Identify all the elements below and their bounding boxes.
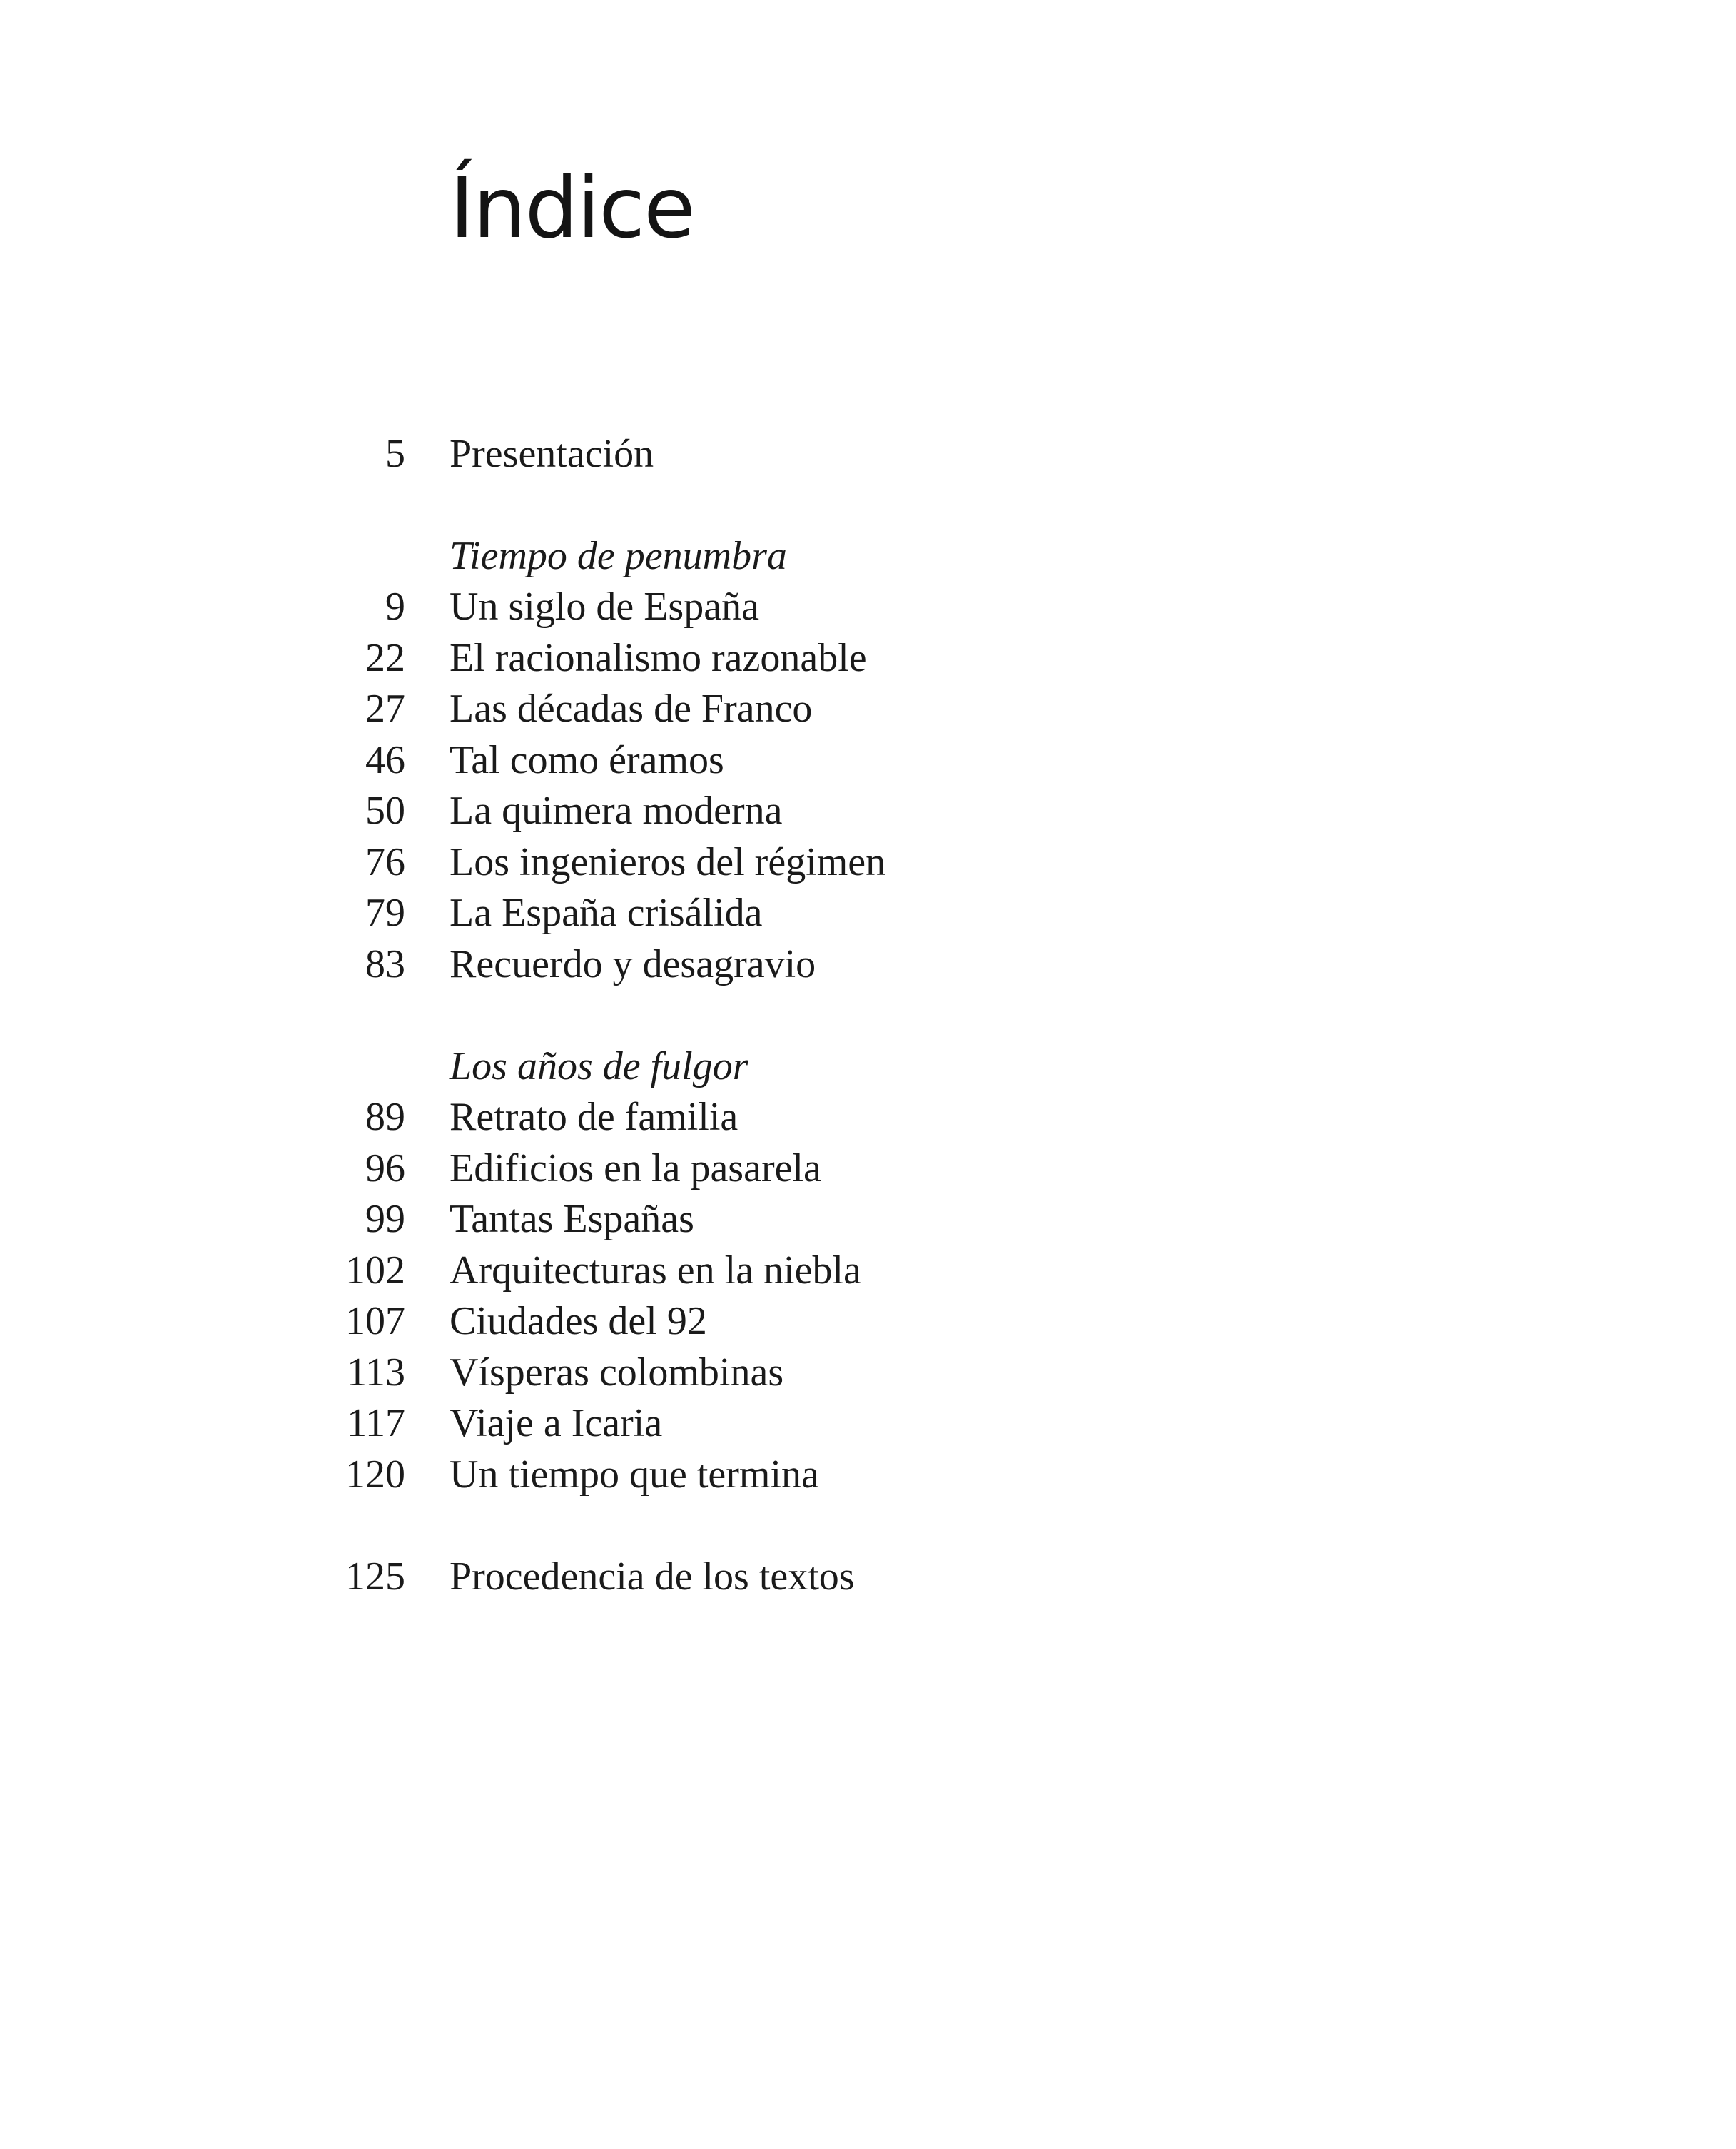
toc-entry-title: Retrato de familia bbox=[450, 1095, 738, 1140]
toc-entry bbox=[0, 1143, 1736, 1194]
page-title: Índice bbox=[450, 158, 694, 257]
toc-page-number: 9 bbox=[385, 585, 405, 629]
table-of-contents bbox=[0, 428, 1736, 1602]
toc-page-number: 50 bbox=[365, 789, 405, 834]
toc-entry bbox=[0, 1092, 1736, 1143]
toc-entry bbox=[0, 1347, 1736, 1398]
toc-entry-title: La quimera moderna bbox=[450, 789, 783, 834]
toc-entry-title: Tal como éramos bbox=[450, 737, 724, 782]
toc-entry bbox=[0, 888, 1736, 939]
toc-entry-title: Los ingenieros del régimen bbox=[450, 839, 886, 884]
toc-page-number: 99 bbox=[365, 1197, 405, 1242]
toc-page-number: 102 bbox=[345, 1248, 405, 1293]
toc-entry-title: Un siglo de España bbox=[450, 585, 759, 629]
toc-entry bbox=[0, 1398, 1736, 1450]
toc-page-number: 107 bbox=[345, 1299, 405, 1344]
toc-page-number: 22 bbox=[365, 635, 405, 680]
toc-entry bbox=[0, 582, 1736, 633]
toc-page-number: 117 bbox=[347, 1401, 405, 1446]
toc-entry bbox=[0, 632, 1736, 684]
toc-entry bbox=[0, 684, 1736, 735]
toc-entry-title: Vísperas colombinas bbox=[450, 1350, 784, 1395]
section-heading-text: Tiempo de penumbra bbox=[450, 533, 787, 578]
toc-page-number: 89 bbox=[365, 1095, 405, 1140]
toc-page-number: 46 bbox=[365, 737, 405, 782]
toc-entry bbox=[0, 1194, 1736, 1245]
toc-entry-title: Viaje a Icaria bbox=[450, 1401, 663, 1446]
toc-entry-title: Ciudades del 92 bbox=[450, 1299, 707, 1344]
toc-entry-title: Procedencia de los textos bbox=[450, 1554, 855, 1599]
section-heading-text: Los años de fulgor bbox=[450, 1043, 748, 1088]
toc-entry bbox=[0, 1449, 1736, 1500]
toc-page-number: 76 bbox=[365, 839, 405, 884]
toc-entry-title: Las décadas de Franco bbox=[450, 687, 813, 732]
toc-entry bbox=[0, 786, 1736, 837]
toc-page-number: 96 bbox=[365, 1146, 405, 1190]
section-heading-tiempo-de-penumbra bbox=[0, 530, 1736, 582]
toc-entry-title: La España crisálida bbox=[450, 891, 763, 936]
toc-entry bbox=[0, 1245, 1736, 1296]
toc-entry-title: Tantas Españas bbox=[450, 1197, 694, 1242]
toc-entry bbox=[0, 836, 1736, 888]
toc-page-number: 120 bbox=[345, 1452, 405, 1497]
toc-page-number: 27 bbox=[365, 687, 405, 732]
toc-page-number: 125 bbox=[345, 1554, 405, 1599]
toc-page-number: 113 bbox=[347, 1350, 405, 1395]
toc-page-number: 79 bbox=[365, 891, 405, 936]
toc-entry-title: Un tiempo que termina bbox=[450, 1452, 819, 1497]
toc-entry bbox=[0, 1296, 1736, 1347]
section-spacer bbox=[0, 1500, 1736, 1552]
toc-entry-title: El racionalismo razonable bbox=[450, 635, 867, 680]
section-spacer bbox=[0, 480, 1736, 531]
toc-entry-title: Presentación bbox=[450, 431, 654, 476]
toc-entry-presentacion bbox=[0, 428, 1736, 480]
toc-entry bbox=[0, 939, 1736, 990]
toc-entry-title: Edificios en la pasarela bbox=[450, 1146, 821, 1190]
toc-entry-procedencia bbox=[0, 1551, 1736, 1602]
toc-page-number: 83 bbox=[365, 941, 405, 986]
section-heading-los-anos-de-fulgor bbox=[0, 1041, 1736, 1092]
toc-entry-title: Recuerdo y desagravio bbox=[450, 941, 816, 986]
toc-page-number: 5 bbox=[385, 431, 405, 476]
section-spacer bbox=[0, 990, 1736, 1041]
toc-entry-title: Arquitecturas en la niebla bbox=[450, 1248, 861, 1293]
toc-entry bbox=[0, 734, 1736, 786]
